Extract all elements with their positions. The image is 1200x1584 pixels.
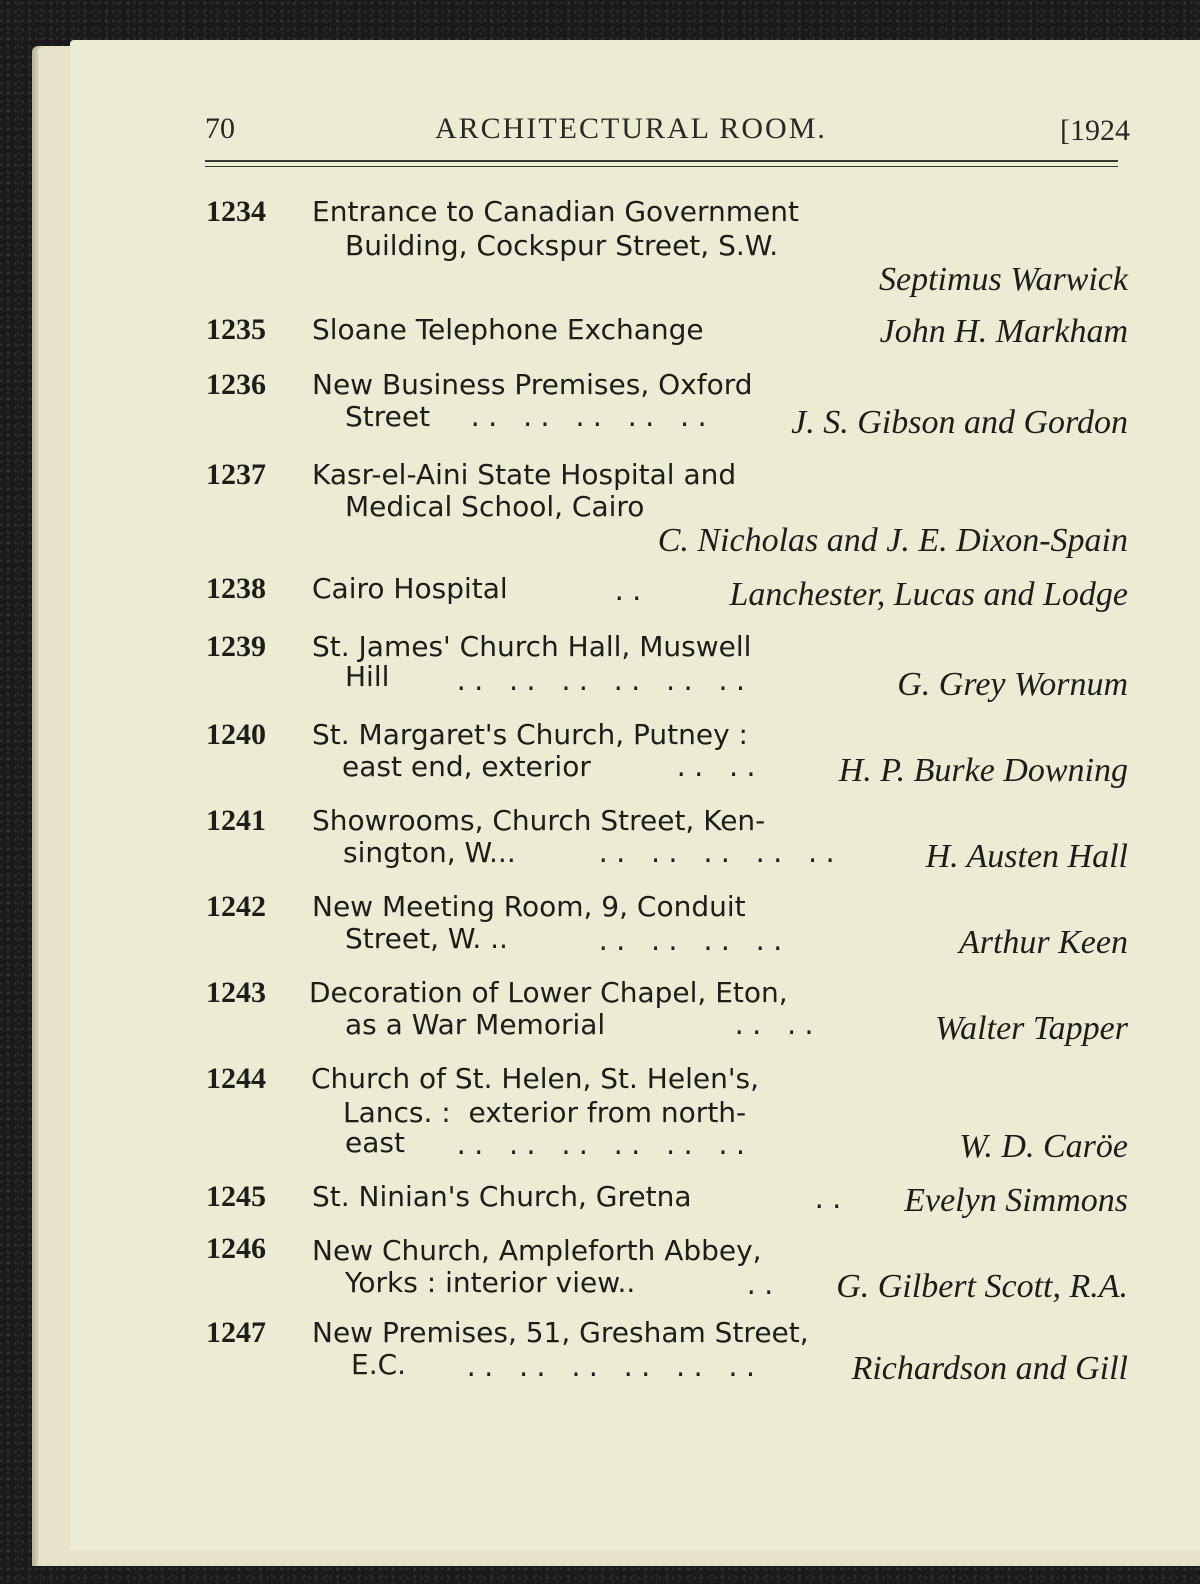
entry-title-cont: Lancs. : exterior from north- [343,1096,747,1129]
entry-architect: Arthur Keen [958,924,1128,961]
entry-architect: C. Nicholas and J. E. Dixon-Spain [657,522,1128,559]
entry-number: 1239 [206,630,266,663]
entry-number: 1234 [206,195,266,228]
entry-title-cont: as a War Memorial [345,1008,606,1041]
entry-title-cont: Street [345,400,431,433]
year-mark: [1924 [1060,114,1130,147]
entry-title-cont: Hill [345,660,390,693]
entry-architect: G. Grey Wornum [897,666,1128,703]
entry-architect: H. Austen Hall [925,838,1128,875]
leader-dots: .. .. [732,1012,820,1040]
entry-title-cont: sington, W... [343,836,516,869]
entry-number: 1243 [206,976,266,1009]
entry-title: Church of St. Helen, St. Helen's, [311,1062,760,1095]
entry-title: New Business Premises, Oxford [312,368,753,401]
entry-title: New Meeting Room, 9, Conduit [312,890,746,923]
leader-dots: .. .. .. .. .. [468,404,713,432]
entry-number: 1245 [206,1180,266,1213]
entry-title: New Church, Ampleforth Abbey, [312,1234,762,1267]
entry-title: Decoration of Lower Chapel, Eton, [309,976,788,1009]
entry-architect: Walter Tapper [934,1010,1128,1047]
leader-dots: .. .. .. .. .. .. [454,1132,751,1160]
entry-architect: Septimus Warwick [878,261,1128,298]
entry-title-cont: Yorks : interior view.. [345,1266,636,1299]
leader-dots: .. .. .. .. [596,928,788,956]
entry-number: 1247 [206,1316,266,1349]
entry-number: 1238 [206,572,266,605]
entry-architect: Lanchester, Lucas and Lodge [729,576,1128,613]
page-number: 70 [205,112,235,145]
entry-title-cont: east end, exterior [342,750,591,783]
entry-architect: John H. Markham [879,313,1128,350]
entry-title-cont: east [345,1126,405,1159]
entry-architect: J. S. Gibson and Gordon [791,404,1128,441]
entry-title: St. Margaret's Church, Putney : [312,718,748,751]
entry-title: Entrance to Canadian Government [312,195,799,228]
entry-title: Sloane Telephone Exchange [312,313,704,346]
entry-architect: G. Gilbert Scott, R.A. [836,1268,1128,1305]
leader-dots: .. [612,578,647,606]
page-header [205,110,1130,160]
leader-dots: .. .. .. .. .. [596,840,841,868]
entry-architect: H. P. Burke Downing [838,752,1128,789]
entry-title: St. James' Church Hall, Muswell [312,630,752,663]
entry-number: 1240 [206,718,266,751]
entry-title: Showrooms, Church Street, Ken- [312,804,766,837]
entry-architect: W. D. Caröe [959,1128,1128,1165]
entry-title-cont: Medical School, Cairo [345,490,645,523]
leader-dots: .. [744,1272,779,1300]
entry-number: 1237 [206,458,266,491]
leader-dots: .. .. .. .. .. .. [464,1354,761,1382]
entry-architect: Evelyn Simmons [904,1182,1128,1219]
entry-number: 1242 [206,890,266,923]
entry-title-cont: Building, Cockspur Street, S.W. [345,229,779,262]
entry-title: Kasr-el-Aini State Hospital and [312,458,737,491]
entry-number: 1236 [206,368,266,401]
entry-title-cont: E.C. [351,1348,407,1381]
entry-architect: Richardson and Gill [851,1350,1128,1387]
entry-number: 1241 [206,804,266,837]
entry-title: St. Ninian's Church, Gretna [312,1180,692,1213]
entry-number: 1244 [206,1062,266,1095]
leader-dots: .. .. [674,754,762,782]
entry-number: 1235 [206,313,266,346]
entry-title: Cairo Hospital [312,572,508,605]
header-rule [205,160,1118,167]
entry-title: New Premises, 51, Gresham Street, [312,1316,809,1349]
leader-dots: .. .. .. .. .. .. [454,668,751,696]
entry-number: 1246 [206,1232,266,1265]
leader-dots: .. [812,1186,847,1214]
running-head: ARCHITECTURAL ROOM. [435,112,827,145]
entry-title-cont: Street, W. .. [345,922,508,955]
